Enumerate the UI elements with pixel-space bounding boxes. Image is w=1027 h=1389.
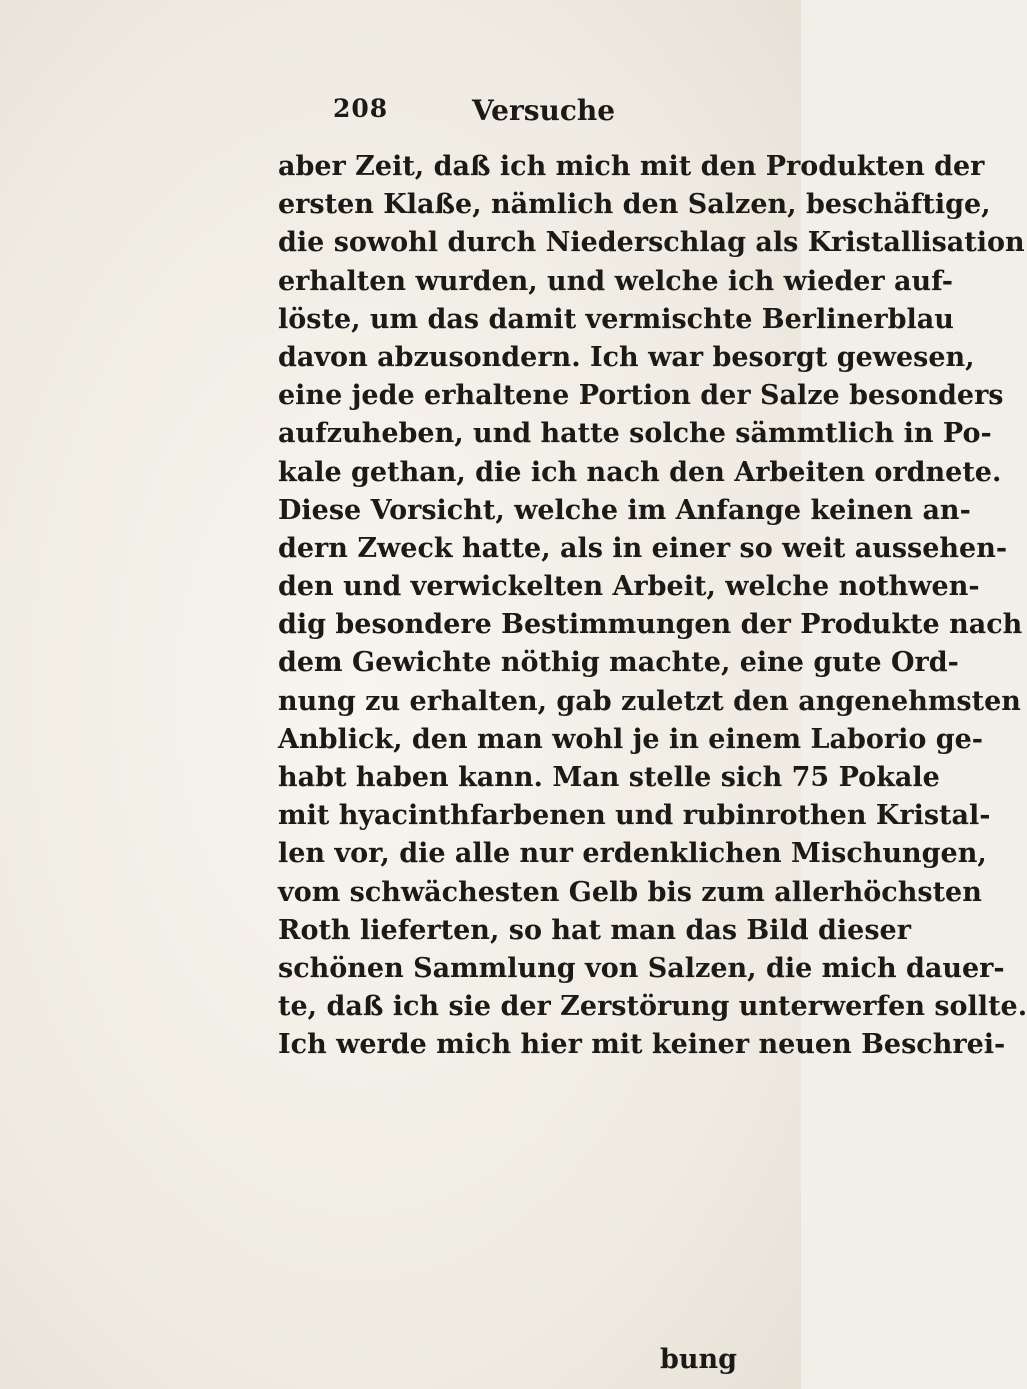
text-line: vom schwächesten Gelb bis zum allerhöchsten	[278, 876, 982, 908]
text-line: ersten Klaße, nämlich den Salzen, beschäftige,	[278, 189, 991, 221]
page-header	[0, 94, 801, 134]
text-line: eine jede erhaltene Portion der Salze besonders	[278, 380, 1004, 412]
text-line: schönen Sammlung von Salzen, die mich dauer-	[278, 952, 1005, 984]
text-line: kale gethan, die ich nach den Arbeiten ordnete.	[278, 456, 1002, 488]
text-line: habt haben kann. Man stelle sich 75 Pokale	[278, 762, 940, 793]
text-line: dig besondere Bestimmungen der Produkte nach	[278, 609, 1023, 641]
text-line: erhalten wurden, und welche ich wieder auf-	[278, 265, 953, 297]
running-title: Versuche	[472, 94, 616, 127]
body-text	[278, 148, 1027, 1065]
catchword: bung	[660, 1344, 738, 1375]
text-line: aufzuheben, und hatte solche sämmtlich in Po-	[278, 418, 992, 450]
text-line: löste, um das damit vermischte Berlinerblau	[278, 303, 954, 335]
text-line: dern Zweck hatte, als in einer so weit aussehen-	[278, 532, 1008, 564]
text-line: Ich werde mich hier mit keiner neuen Beschrei-	[278, 1029, 1006, 1061]
text-line: Anblick, den man wohl je in einem Laborio ge-	[278, 723, 984, 755]
text-line: davon abzusondern. Ich war besorgt gewesen,	[278, 341, 975, 373]
text-line: die sowohl durch Niederschlag als Kristallisation	[278, 227, 1025, 259]
text-line: nung zu erhalten, gab zuletzt den angenehmsten	[278, 685, 1021, 717]
text-line: mit hyacinthfarbenen und rubinrothen Kristal-	[278, 800, 991, 832]
text-line: aber Zeit, daß ich mich mit den Produkten der	[278, 151, 985, 182]
text-line: Roth lieferten, so hat man das Bild dieser	[278, 914, 911, 946]
text-line: Diese Vorsicht, welche im Anfange keinen an-	[278, 494, 971, 526]
page-number: 208	[333, 94, 389, 123]
text-line: te, daß ich sie der Zerstörung unterwerfen sollte.	[278, 991, 1027, 1023]
text-line: dem Gewichte nöthig machte, eine gute Ord-	[278, 647, 959, 679]
text-line: len vor, die alle nur erdenklichen Mischungen,	[278, 838, 987, 870]
text-line: den und verwickelten Arbeit, welche nothwen-	[278, 571, 980, 603]
